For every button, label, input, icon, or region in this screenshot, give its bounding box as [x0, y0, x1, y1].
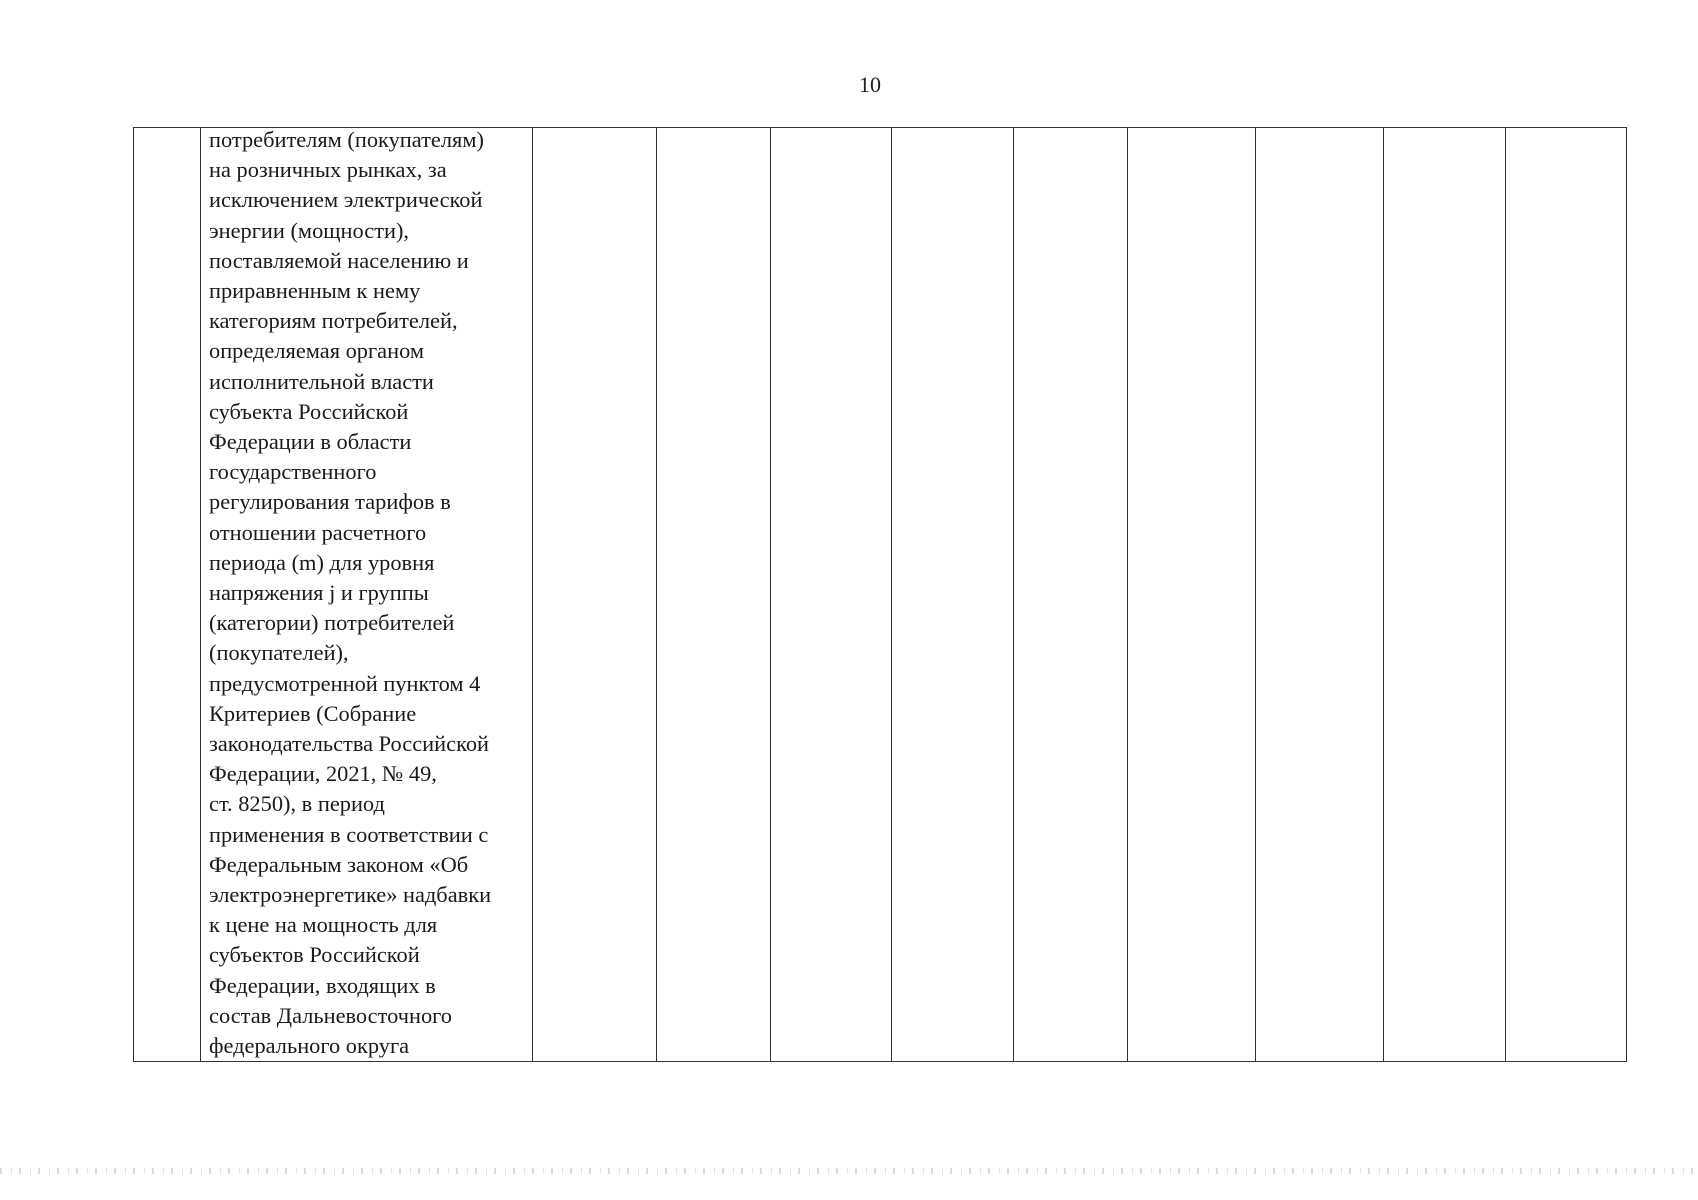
value-cell-3 — [771, 128, 892, 1062]
page-number: 10 — [859, 72, 881, 97]
scan-artifact-line — [0, 1168, 1698, 1174]
value-cell-6 — [1128, 128, 1256, 1062]
description-text: потребителям (покупателям) на розничных рынках, за исключением электрической энергии (мощности), поставляемой населению и приравненным к нему категориям потребителей, определяемая органом исполнительной власти субъекта Российской Федерации в области государственного регулирования тарифов в отношении расчетного периода (m) для уровня напряжения j и группы (категории) потребителей (покупателей), предусмотренной пунктом 4 Критериев (Собрание законодательства Российской Федерации, 2021, № 49, ст. 8250), в период применения в соответствии с Федеральным законом «Об электроэнергетике» надбавки к цене на мощность для субъектов Российской Федерации, входящих в состав Дальневосточного федерального округа — [209, 127, 492, 1059]
row-number-cell — [134, 128, 201, 1062]
data-table — [133, 127, 1627, 1062]
value-cell-9 — [1506, 128, 1627, 1062]
value-cell-7 — [1256, 128, 1384, 1062]
value-cell-8 — [1384, 128, 1506, 1062]
value-cell-5 — [1014, 128, 1128, 1062]
value-cell-4 — [892, 128, 1014, 1062]
value-cell-2 — [657, 128, 771, 1062]
table-row — [134, 128, 1627, 1062]
value-cell-1 — [533, 128, 657, 1062]
description-cell — [201, 128, 533, 1062]
